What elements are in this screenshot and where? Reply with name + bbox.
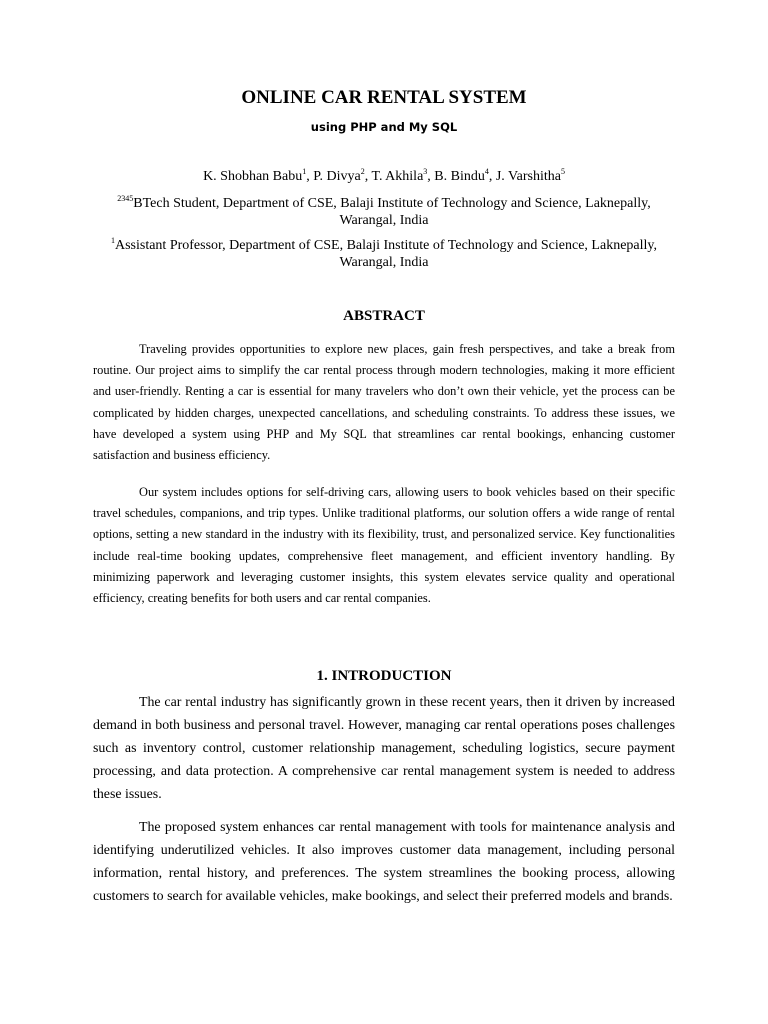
abstract-paragraph-1: Traveling provides opportunities to explore new places, gain fresh perspectives, and take a break from routine. Our project aims to simplify the car rental process through modern technologies, making it more efficient and user-friendly. Renting a car is essential for many travelers who don’t own their vehicle, yet the process can be complicated by hidden charges, unexpected cancellations, and scheduling constraints. To address these issues, we have developed a system using PHP and My SQL that streamlines car rental bookings, enhancing customer satisfaction and business efficiency. (93, 342, 675, 463)
author-separator: , (427, 169, 435, 184)
affiliation-text: Assistant Professor, Department of CSE, Balaji Institute of Technology and Science, Laknepally, Warangal, India (114, 238, 657, 270)
author-name: K. Shobhan Babu (203, 169, 303, 184)
affiliation-professor (93, 237, 675, 271)
author-name: J. Varshitha (495, 169, 561, 184)
abstract-heading: ABSTRACT (343, 308, 425, 324)
author-affiliation-mark: 2 (360, 167, 365, 176)
affiliation-mark: 2345 (117, 194, 134, 203)
author (371, 169, 434, 184)
author-name: P. Divya (313, 169, 361, 184)
author-separator: , (488, 169, 496, 184)
author-separator: , (364, 169, 372, 184)
author (203, 169, 313, 184)
author-affiliation-mark: 3 (423, 167, 428, 176)
introduction-paragraph-2: The proposed system enhances car rental management with tools for maintenance analysis and identifying underutilized vehicles. It also improves customer data management, including personal information, rental history, and preferences. The system streamlines the booking process, allowing customers to search for available vehicles, make bookings, and select their preferred models and brands. (93, 820, 675, 905)
author-affiliation-mark: 5 (560, 167, 565, 176)
abstract-paragraph-2: Our system includes options for self-driving cars, allowing users to book vehicles based on their specific travel schedules, companions, and trip types. Unlike traditional platforms, our solution offers a wide range of rental options, setting a new standard in the industry with its flexibility, trust, and personalized service. Key functionalities include real-time booking updates, comprehensive fleet management, and efficient inventory handling. By minimizing paperwork and leveraging customer insights, this system elevates service quality and operational efficiency, creating benefits for both users and car rental companies. (93, 485, 675, 606)
author (496, 169, 565, 184)
author-separator: , (306, 169, 314, 184)
affiliation-mark: 1 (110, 236, 115, 245)
author-affiliation-mark: 1 (302, 167, 307, 176)
author-affiliation-mark: 4 (484, 167, 489, 176)
affiliation-text: BTech Student, Department of CSE, Balaji Institute of Technology and Science, Laknepally, Warangal, India (133, 196, 651, 228)
author (313, 169, 371, 184)
affiliation-students (93, 195, 675, 229)
author-name: T. Akhila (371, 169, 424, 184)
introduction-paragraph-1: The car rental industry has significantly grown in these recent years, then it driven by increased demand in both business and personal travel. However, managing car rental operations poses challenges such as inventory control, customer relationship management, scheduling logistics, secure payment processing, and data protection. A comprehensive car rental management system is needed to address these issues. (93, 695, 675, 803)
author (434, 169, 496, 184)
paper-subtitle: using PHP and My SQL (310, 120, 458, 134)
introduction-heading: 1. INTRODUCTION (316, 668, 452, 684)
author-name: B. Bindu (434, 169, 485, 184)
paper-title: ONLINE CAR RENTAL SYSTEM (241, 87, 527, 108)
author-list (93, 168, 675, 186)
